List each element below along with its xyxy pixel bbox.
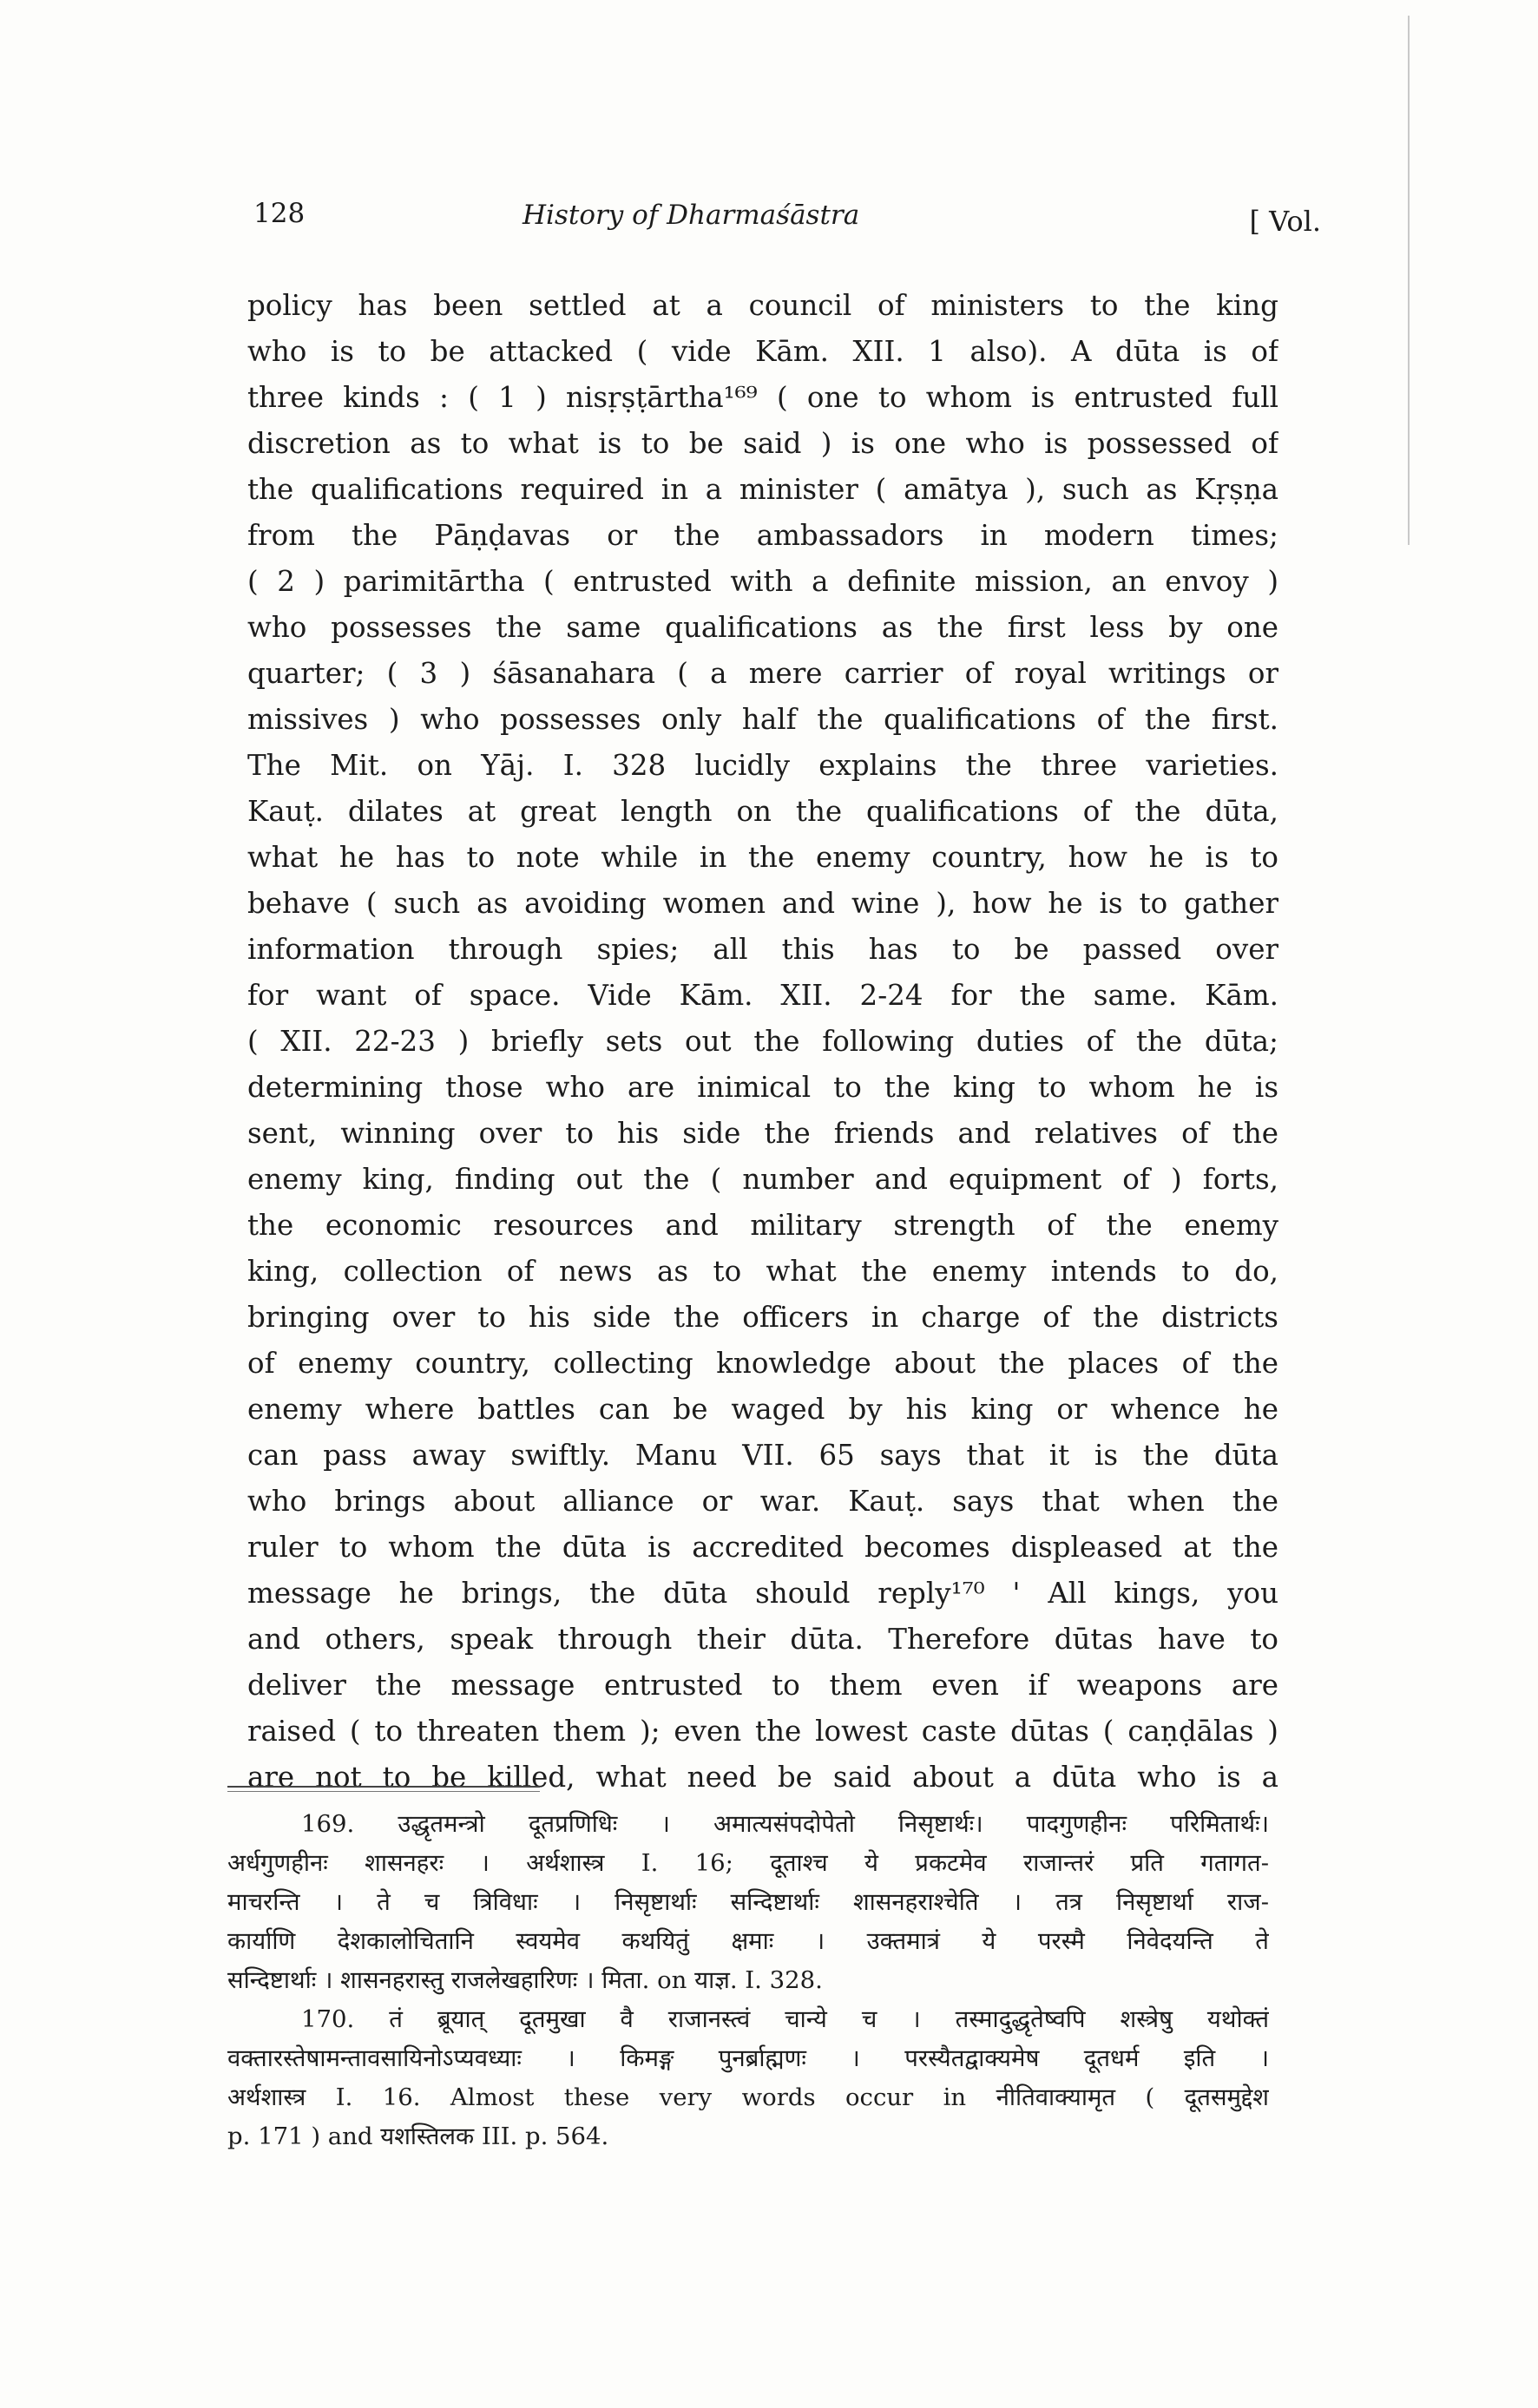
footnote-line: 170. तं ब्रूयात् दूतमुखा वै राजानस्त्वं चान्ये च । तस्मादुद्धृतेष्वपि शस्त्रेषु यथोक्तं	[301, 2005, 1269, 2033]
text-line: what he has to note while in the enemy country, how he is to	[247, 841, 1278, 874]
text-line: Kauṭ. dilates at great length on the qualifications of the dūta,	[247, 795, 1278, 828]
volume-label: [ Vol.	[1249, 205, 1321, 238]
text-line: ( XII. 22-23 ) briefly sets out the following duties of the dūta;	[247, 1025, 1278, 1058]
text-line: from the Pāṇḍavas or the ambassadors in modern times;	[247, 519, 1278, 552]
text-line: king, collection of news as to what the enemy intends to do,	[247, 1255, 1278, 1288]
text-line: ( 2 ) parimitārtha ( entrusted with a definite mission, an envoy )	[247, 565, 1278, 598]
text-line: bringing over to his side the officers in charge of the districts	[247, 1301, 1278, 1334]
text-line: the qualifications required in a minister ( amātya ), such as Kṛṣṇa	[247, 473, 1278, 506]
text-line: can pass away swiftly. Manu VII. 65 says that it is the dūta	[247, 1439, 1278, 1472]
footnote-line: सन्दिष्टार्थाः । शासनहरास्तु राजलेखहारिणः । मिता. on याज्ञ. I. 328.	[227, 1966, 823, 1994]
scan-edge-line	[1408, 16, 1410, 545]
text-line: raised ( to threaten them ); even the lowest caste dūtas ( caṇḍālas )	[247, 1715, 1278, 1748]
footnotes	[227, 1805, 1269, 2156]
text-line: message he brings, the dūta should reply¹⁷⁰ ' All kings, you	[247, 1577, 1278, 1610]
text-line: behave ( such as avoiding women and wine ), how he is to gather	[247, 887, 1278, 920]
footnote-line: p. 171 ) and यशस्तिलक III. p. 564.	[227, 2123, 609, 2150]
text-line: are not to be killed, what need be said about a dūta who is a	[247, 1761, 1278, 1794]
footnote-line: माचरन्ति । ते च त्रिविधाः । निसृष्टार्थाः सन्दिष्टार्थाः शासनहराश्चेति । तत्र निसृष्टार्था राज-	[227, 1888, 1269, 1916]
text-line: who possesses the same qualifications as the first less by one	[247, 611, 1278, 644]
footnote-line: अर्धगुणहीनः शासनहरः । अर्थशास्त्र I. 16; दूताश्च ये प्रकटमेव राजान्तरं प्रति गतागत-	[227, 1849, 1269, 1877]
text-line: three kinds : ( 1 ) nisṛṣṭārtha¹⁶⁹ ( one to whom is entrusted full	[247, 381, 1278, 414]
text-line: enemy king, finding out the ( number and equipment of ) forts,	[247, 1163, 1278, 1196]
footnote-divider-secondary	[227, 1791, 540, 1792]
text-line: of enemy country, collecting knowledge about the places of the	[247, 1347, 1278, 1380]
footnote-line: अर्थशास्त्र I. 16. Almost these very words occur in नीतिवाक्यामृत ( दूतसमुद्देश	[227, 2083, 1269, 2111]
footnote-line: वक्तारस्तेषामन्तावसायिनोऽप्यवध्याः । किमङ्ग पुनर्ब्राह्मणः । परस्यैतद्वाक्यमेष दूतधर्म इति ।	[227, 2044, 1269, 2072]
text-line: the economic resources and military strength of the enemy	[247, 1209, 1278, 1242]
text-line: sent, winning over to his side the friends and relatives of the	[247, 1117, 1278, 1150]
text-line: who brings about alliance or war. Kauṭ. says that when the	[247, 1485, 1278, 1518]
footnote-line: कार्याणि देशकालोचितानि स्वयमेव कथयितुं क्षमाः । उक्तमात्रं ये परस्मै निवेदयन्ति ते	[227, 1927, 1269, 1955]
text-line: discretion as to what is to be said ) is one who is possessed of	[247, 427, 1278, 460]
running-title: History of Dharmaśāstra	[523, 200, 860, 231]
text-line: deliver the message entrusted to them even if weapons are	[247, 1669, 1278, 1702]
text-line: who is to be attacked ( vide Kām. XII. 1 also). A dūta is of	[247, 335, 1278, 368]
footnote-divider	[227, 1786, 540, 1788]
main-text	[247, 283, 1278, 1801]
text-line: determining those who are inimical to the king to whom he is	[247, 1071, 1278, 1104]
page-header	[253, 198, 1321, 259]
footnote-line: 169. उद्धृतमन्त्रो दूतप्रणिधिः । अमात्यसंपदोपेतो निसृष्टार्थः। पादगुणहीनः परिमितार्थः।	[301, 1810, 1269, 1838]
text-line: missives ) who possesses only half the qualifications of the first.	[247, 703, 1278, 736]
text-line: policy has been settled at a council of ministers to the king	[247, 289, 1278, 322]
text-line: ruler to whom the dūta is accredited becomes displeased at the	[247, 1531, 1278, 1564]
page-number: 128	[253, 198, 306, 229]
text-line: for want of space. Vide Kām. XII. 2-24 for the same. Kām.	[247, 979, 1278, 1012]
text-line: enemy where battles can be waged by his king or whence he	[247, 1393, 1278, 1426]
text-line: and others, speak through their dūta. Therefore dūtas have to	[247, 1623, 1278, 1656]
text-line: quarter; ( 3 ) śāsanahara ( a mere carrier of royal writings or	[247, 657, 1278, 690]
text-line: information through spies; all this has to be passed over	[247, 933, 1278, 966]
text-line: The Mit. on Yāj. I. 328 lucidly explains the three varieties.	[247, 749, 1278, 782]
